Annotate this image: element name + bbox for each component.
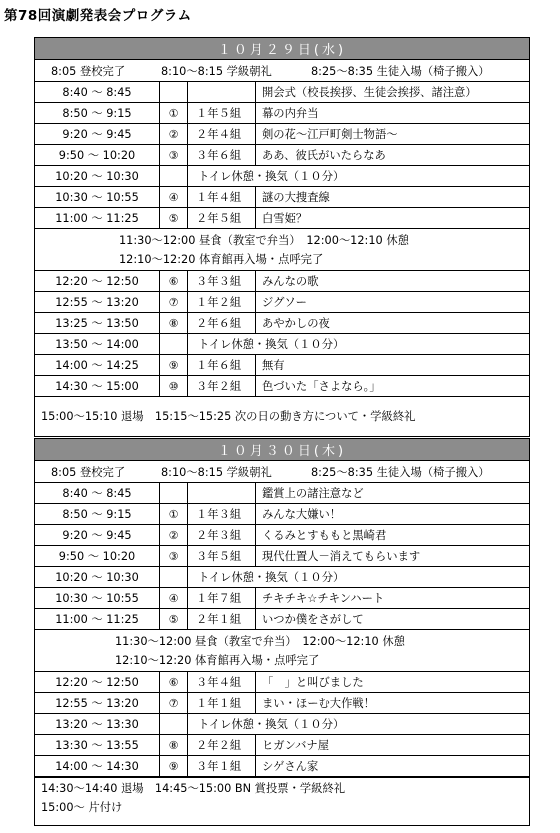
time-cell: 14:30 ～ 15:00 — [35, 376, 160, 397]
class-cell: ２年４組 — [188, 124, 256, 145]
day2-morning-line — [35, 461, 529, 483]
schedule-row — [35, 609, 529, 630]
arrival-time: 8:05 登校完了 — [51, 465, 126, 479]
play-title-cell: ヒガンバナ屋 — [256, 735, 529, 756]
play-title-cell: シゲさん家 — [256, 756, 529, 777]
class-cell — [188, 483, 256, 504]
schedule-row — [35, 292, 529, 313]
class-cell: １年３組 — [188, 504, 256, 525]
play-title-cell: 開会式（校長挨拶、生徒会挨拶、諸注意） — [256, 82, 529, 103]
day1-end-line: 15:00～15:10 退場 15:15～15:25 次の日の動き方について・学級終礼 — [41, 410, 416, 423]
play-title-cell: みんなの歌 — [256, 271, 529, 292]
schedule-row — [35, 714, 529, 735]
schedule-row — [35, 567, 529, 588]
schedule-row — [35, 208, 529, 229]
time-cell: 10:30 ～ 10:55 — [35, 588, 160, 609]
day2-rows-afternoon — [35, 672, 529, 777]
play-title-cell: 「 」と叫びました — [256, 672, 529, 693]
class-cell: ３年６組 — [188, 145, 256, 166]
order-number-cell — [160, 82, 188, 103]
class-cell: １年４組 — [188, 187, 256, 208]
day2-end-line: 14:30～14:40 退場 14:45～15:00 BN 賞投票・学級終礼 — [35, 777, 529, 797]
time-cell: 11:00 ～ 11:25 — [35, 208, 160, 229]
schedule-row — [35, 504, 529, 525]
time-cell: 8:40 ～ 8:45 — [35, 483, 160, 504]
day2-cleanup-line: 15:00～ 片付け — [41, 800, 123, 814]
schedule-row — [35, 525, 529, 546]
class-cell: ３年２組 — [188, 376, 256, 397]
class-cell: １年２組 — [188, 292, 256, 313]
play-title-cell: みんな大嫌い！ — [256, 504, 529, 525]
time-cell: 12:55 ～ 13:20 — [35, 292, 160, 313]
order-number-cell: ⑨ — [160, 355, 188, 376]
time-cell: 12:20 ～ 12:50 — [35, 672, 160, 693]
time-cell: 13:50 ～ 14:00 — [35, 334, 160, 355]
time-cell: 12:55 ～ 13:20 — [35, 693, 160, 714]
break-cell: トイレ休憩・換気（１０分） — [188, 334, 529, 355]
class-cell: １年５組 — [188, 103, 256, 124]
play-title-cell: 幕の内弁当 — [256, 103, 529, 124]
schedule-row — [35, 166, 529, 187]
lunch-line: 11:30～12:00 昼食（教室で弁当） 12:00～12:10 休憩 — [115, 634, 405, 648]
class-cell — [188, 82, 256, 103]
play-title-cell: 無有 — [256, 355, 529, 376]
order-number-cell: ⑦ — [160, 292, 188, 313]
play-title-cell: 謎の大捜査線 — [256, 187, 529, 208]
play-title-cell: くるみとすももと黒崎君 — [256, 525, 529, 546]
play-title-cell: 現代仕置人－消えてもらいます — [256, 546, 529, 567]
day2-schedule — [34, 438, 530, 826]
play-title-cell: 色づいた「さよなら。」 — [256, 376, 529, 397]
time-cell: 10:20 ～ 10:30 — [35, 166, 160, 187]
class-cell: ２年６組 — [188, 313, 256, 334]
empty-num-cell — [160, 567, 188, 588]
schedule-row — [35, 82, 529, 103]
class-cell: ２年２組 — [188, 735, 256, 756]
play-title-cell: ああ、彼氏がいたらなあ — [256, 145, 529, 166]
order-number-cell: ③ — [160, 546, 188, 567]
time-cell: 8:40 ～ 8:45 — [35, 82, 160, 103]
play-title-cell: あやかしの夜 — [256, 313, 529, 334]
play-title-cell: ジグソー — [256, 292, 529, 313]
time-cell: 13:25 ～ 13:50 — [35, 313, 160, 334]
schedule-row — [35, 735, 529, 756]
schedule-row — [35, 271, 529, 292]
schedule-row — [35, 546, 529, 567]
order-number-cell: ④ — [160, 588, 188, 609]
time-cell: 9:20 ～ 9:45 — [35, 525, 160, 546]
class-cell: １年１組 — [188, 693, 256, 714]
class-cell: １年６組 — [188, 355, 256, 376]
break-cell: トイレ休憩・換気（１０分） — [188, 166, 529, 187]
schedule-row — [35, 672, 529, 693]
order-number-cell: ② — [160, 124, 188, 145]
time-cell: 8:50 ～ 9:15 — [35, 103, 160, 124]
time-cell: 10:20 ～ 10:30 — [35, 567, 160, 588]
order-number-cell: ③ — [160, 145, 188, 166]
empty-num-cell — [160, 166, 188, 187]
schedule-row — [35, 334, 529, 355]
day1-header: １０月２９日(水) — [35, 38, 529, 60]
schedule-row — [35, 355, 529, 376]
class-cell: ３年４組 — [188, 672, 256, 693]
order-number-cell: ⑦ — [160, 693, 188, 714]
day1-morning-line — [35, 60, 529, 82]
reentry-line: 12:10～12:20 体育館再入場・点呼完了 — [115, 653, 320, 667]
schedule-row — [35, 588, 529, 609]
order-number-cell: ⑩ — [160, 376, 188, 397]
day2-header: １０月３０日(木) — [35, 439, 529, 461]
play-title-cell: まい・ほーむ大作戦！ — [256, 693, 529, 714]
class-cell: ３年１組 — [188, 756, 256, 777]
schedule-row — [35, 313, 529, 334]
play-title-cell: 剣の花～江戸町剣士物語～ — [256, 124, 529, 145]
day1-rows-morning — [35, 82, 529, 229]
reentry-line: 12:10～12:20 体育館再入場・点呼完了 — [119, 252, 324, 266]
time-cell: 14:00 ～ 14:25 — [35, 355, 160, 376]
break-cell: トイレ休憩・換気（１０分） — [188, 567, 529, 588]
class-cell: ２年５組 — [188, 208, 256, 229]
page-title: 第78回演劇発表会プログラム — [4, 8, 192, 24]
time-cell: 13:30 ～ 13:55 — [35, 735, 160, 756]
order-number-cell: ① — [160, 504, 188, 525]
schedule-row — [35, 483, 529, 504]
lunch-line: 11:30～12:00 昼食（教室で弁当） 12:00～12:10 休憩 — [119, 233, 409, 247]
order-number-cell: ④ — [160, 187, 188, 208]
play-title-cell: 鑑賞上の諸注意など — [256, 483, 529, 504]
homeroom-time: 8:10～8:15 学級朝礼 — [161, 465, 272, 479]
empty-num-cell — [160, 334, 188, 355]
day1-schedule — [34, 37, 530, 437]
order-number-cell: ⑤ — [160, 208, 188, 229]
class-cell: ３年５組 — [188, 546, 256, 567]
day2-rows-morning — [35, 483, 529, 630]
break-cell: トイレ休憩・換気（１０分） — [188, 714, 529, 735]
empty-num-cell — [160, 714, 188, 735]
order-number-cell: ⑨ — [160, 756, 188, 777]
day1-lunch-block — [35, 229, 529, 271]
day1-rows-afternoon — [35, 271, 529, 397]
entry-time: 8:25～8:35 生徒入場（椅子搬入） — [311, 64, 490, 78]
time-cell: 10:30 ～ 10:55 — [35, 187, 160, 208]
schedule-row — [35, 756, 529, 777]
entry-time: 8:25～8:35 生徒入場（椅子搬入） — [311, 465, 490, 479]
homeroom-time: 8:10～8:15 学級朝礼 — [161, 64, 272, 78]
class-cell: １年７組 — [188, 588, 256, 609]
time-cell: 9:20 ～ 9:45 — [35, 124, 160, 145]
order-number-cell: ① — [160, 103, 188, 124]
order-number-cell — [160, 483, 188, 504]
schedule-row — [35, 693, 529, 714]
order-number-cell: ⑤ — [160, 609, 188, 630]
schedule-row — [35, 187, 529, 208]
order-number-cell: ⑥ — [160, 271, 188, 292]
order-number-cell: ② — [160, 525, 188, 546]
play-title-cell: いつか僕をさがして — [256, 609, 529, 630]
schedule-row — [35, 124, 529, 145]
class-cell: ３年３組 — [188, 271, 256, 292]
day2-lunch-block — [35, 630, 529, 672]
order-number-cell: ⑥ — [160, 672, 188, 693]
order-number-cell: ⑧ — [160, 735, 188, 756]
class-cell: ２年１組 — [188, 609, 256, 630]
play-title-cell: チキチキ☆チキンハート — [256, 588, 529, 609]
time-cell: 9:50 ～ 10:20 — [35, 546, 160, 567]
class-cell: ２年３組 — [188, 525, 256, 546]
play-title-cell: 白雪姫？ — [256, 208, 529, 229]
arrival-time: 8:05 登校完了 — [51, 64, 126, 78]
schedule-row — [35, 103, 529, 124]
schedule-row — [35, 145, 529, 166]
schedule-row — [35, 376, 529, 397]
time-cell: 14:00 ～ 14:30 — [35, 756, 160, 777]
time-cell: 13:20 ～ 13:30 — [35, 714, 160, 735]
time-cell: 8:50 ～ 9:15 — [35, 504, 160, 525]
time-cell: 12:20 ～ 12:50 — [35, 271, 160, 292]
time-cell: 11:00 ～ 11:25 — [35, 609, 160, 630]
time-cell: 9:50 ～ 10:20 — [35, 145, 160, 166]
order-number-cell: ⑧ — [160, 313, 188, 334]
